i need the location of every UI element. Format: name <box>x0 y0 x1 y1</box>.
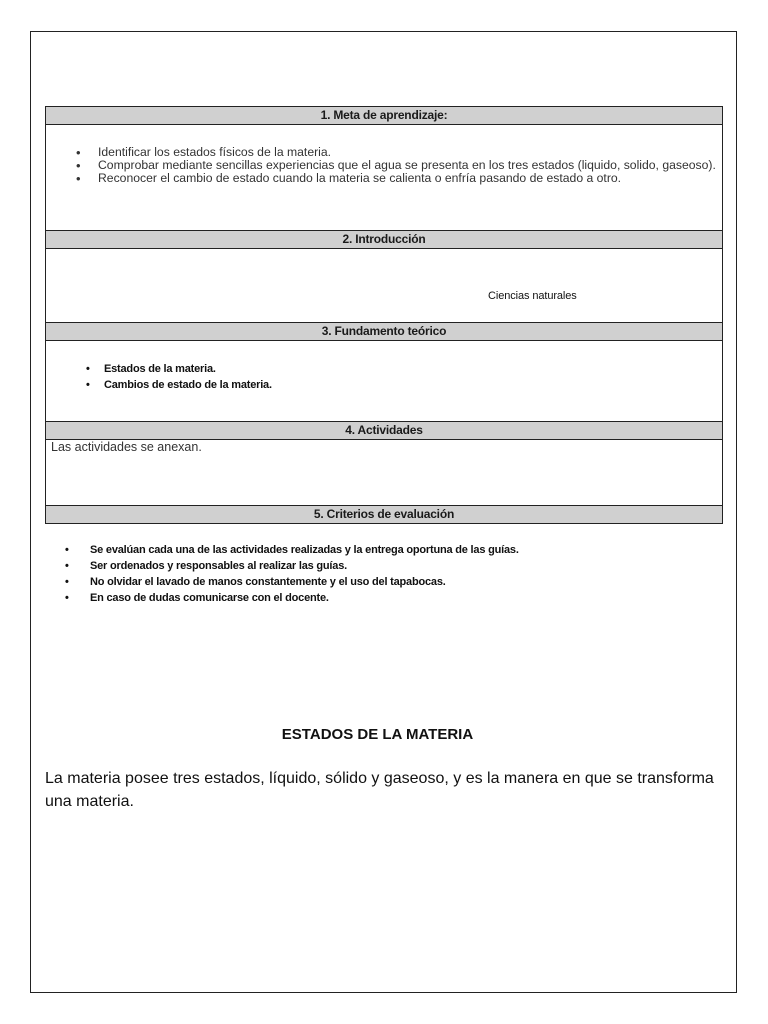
list-item: • Se evalúan cada una de las actividades realizadas y la entrega oportuna de las guías. <box>65 542 705 558</box>
list-item: • No olvidar el lavado de manos constantemente y el uso del tapabocas. <box>65 574 705 590</box>
list-item: • Reconocer el cambio de estado cuando la materia se calienta o enfría pasando de estado a otro. <box>76 172 716 185</box>
section-heading-actividades: 4. Actividades <box>46 422 722 440</box>
criterios-list <box>65 542 705 606</box>
meta-list <box>76 146 716 185</box>
section-body-intro <box>46 249 722 323</box>
fundamento-list <box>86 361 272 393</box>
section-heading-intro: 2. Introducción <box>46 231 722 249</box>
section-body-fundamento <box>46 341 722 422</box>
list-item: • Estados de la materia. <box>86 361 272 377</box>
list-item: • En caso de dudas comunicarse con el docente. <box>65 590 705 606</box>
subject-label: Ciencias naturales <box>488 290 577 302</box>
section-heading-fundamento: 3. Fundamento teórico <box>46 323 722 341</box>
section-heading-meta: 1. Meta de aprendizaje: <box>46 107 722 125</box>
list-item: • Identificar los estados físicos de la materia. <box>76 146 716 159</box>
section-heading-criterios: 5. Criterios de evaluación <box>46 506 722 524</box>
document-title: ESTADOS DE LA MATERIA <box>281 726 474 743</box>
section-body-actividades <box>46 440 722 506</box>
lesson-table <box>45 106 723 524</box>
section-body-meta <box>46 125 722 231</box>
actividades-text: Las actividades se anexan. <box>51 440 202 454</box>
list-item: • Ser ordenados y responsables al realizar las guías. <box>65 558 705 574</box>
list-item: • Cambios de estado de la materia. <box>86 377 272 393</box>
list-item: • Comprobar mediante sencillas experiencias que el agua se presenta en los tres estados (liquido, solido, gaseoso). <box>76 159 716 172</box>
document-paragraph: La materia posee tres estados, líquido, sólido y gaseoso, y es la manera en que se transforma una materia. <box>45 770 714 810</box>
